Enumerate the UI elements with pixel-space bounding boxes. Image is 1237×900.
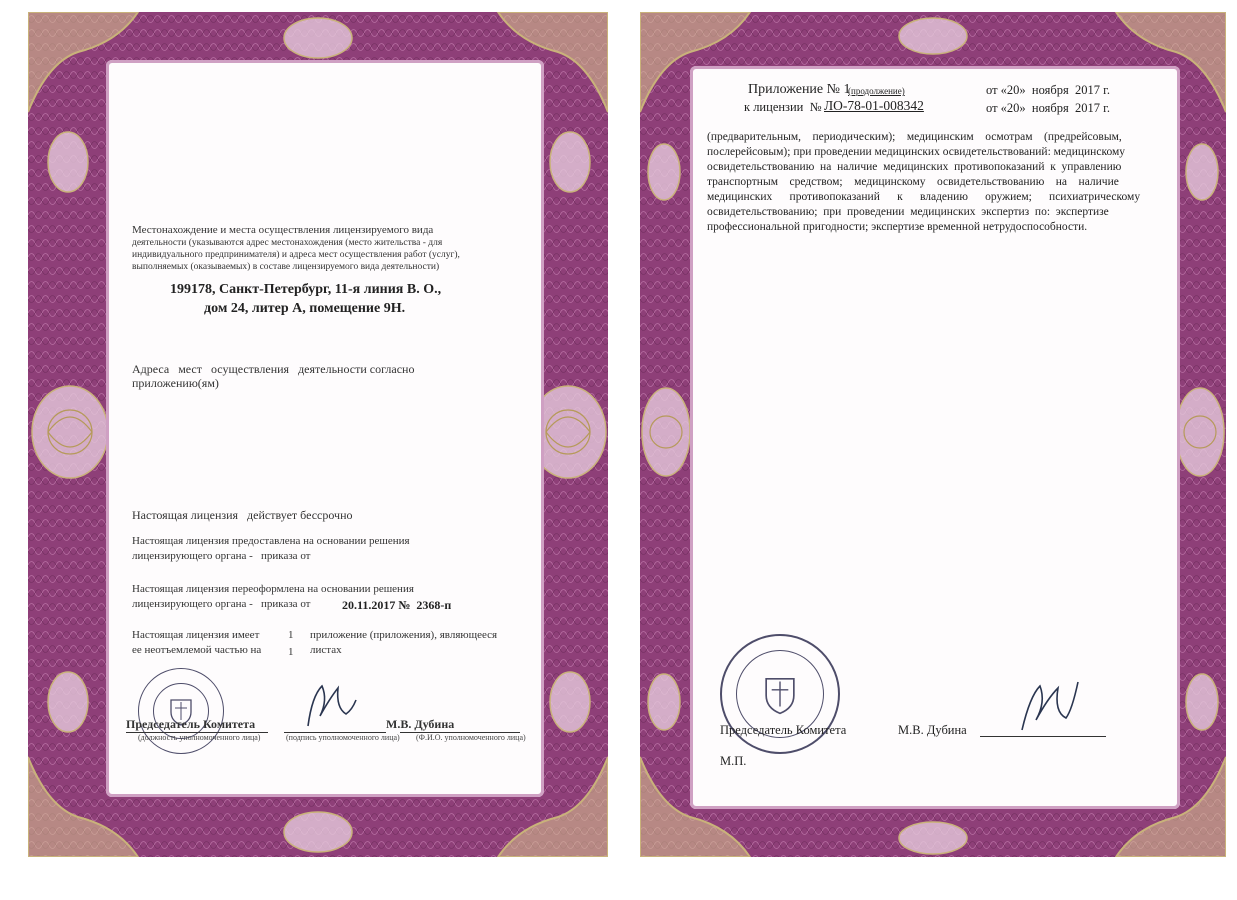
license-date: от «20» ноября 2017 г.	[986, 101, 1110, 115]
reissued-line2: лицензирующего органа - приказа от	[132, 598, 311, 610]
license-sheet-left	[28, 12, 608, 857]
signer-name: М.В. Дубина	[386, 717, 455, 731]
license-address-line1: 199178, Санкт-Петербург, 11-я линия В. О.,	[170, 282, 442, 297]
body-text-line: (предварительным, периодическим); медицинским осмотрам (предрейсовым,	[707, 131, 1122, 143]
body-text-line: послерейсовым); при проведении медицинских освидетельствований: медицинскому	[707, 146, 1126, 158]
appendix-date: от «20» ноября 2017 г.	[986, 83, 1110, 97]
location-caption-line4: выполняемых (оказываемых) в составе лицензируемого вида деятельности)	[132, 262, 440, 272]
attachment-line1a: Настоящая лицензия имеет	[132, 629, 260, 641]
fio-caption: (Ф.И.О. уполномоченного лица)	[416, 733, 526, 742]
license-address-line2: дом 24, литер А, помещение 9Н.	[204, 301, 406, 316]
license-sheet-right	[640, 12, 1226, 857]
signer-name: М.В. Дубина	[898, 723, 967, 737]
granted-line2: лицензирующего органа - приказа от	[132, 550, 311, 562]
attachment-line1b: приложение (приложения), являющееся	[310, 629, 498, 641]
reissued-order-number: 20.11.2017 № 2368-п	[342, 598, 452, 612]
body-text-line: медицинских противопоказаний к владению оружием; психиатрическому	[707, 191, 1141, 203]
attachment-count: 1	[288, 629, 294, 641]
location-caption-line1: Местонахождение и места осуществления лицензируемого вида	[132, 224, 434, 236]
position-caption: (должность уполномоченного лица)	[138, 733, 261, 742]
location-caption-line3: индивидуального предпринимателя) и адреса мест осуществления работ (услуг),	[132, 250, 460, 260]
addresses-note-line2: приложению(ям)	[132, 376, 219, 390]
location-caption-line2: деятельности (указываются адрес местонахождения (место жительства - для	[132, 238, 443, 248]
body-text-line: освидетельствованию; при проведении медицинских экспертиз по: экспертизе	[707, 206, 1109, 218]
body-text-line: транспортным средством; медицинскому освидетельствованию на наличие	[707, 176, 1119, 188]
stamp-place-mp: М.П.	[720, 754, 747, 768]
addresses-note-line1: Адреса мест осуществления деятельности согласно	[132, 362, 415, 376]
handwritten-signature	[300, 680, 360, 732]
license-number-prefix: к лицензии №	[744, 100, 822, 114]
license-number: ЛО-78-01-008342	[824, 98, 924, 113]
signer-title: Председатель Комитета	[126, 717, 256, 731]
signature-caption: (подпись уполномоченного лица)	[286, 733, 400, 742]
attachment-line2b: листах	[310, 644, 342, 656]
body-text-line: освидетельствованию на наличие медицинских противопоказаний к управлению	[707, 161, 1122, 173]
granted-line1: Настоящая лицензия предоставлена на основании решения	[132, 535, 410, 547]
body-text-line: профессиональной пригодности; экспертизе временной нетрудоспособности.	[707, 221, 1088, 233]
appendix-label: Приложение № 1	[748, 82, 851, 97]
reissued-line1: Настоящая лицензия переоформлена на основании решения	[132, 583, 414, 595]
attachment-line2a: ее неотъемлемой частью на	[132, 644, 262, 656]
signature-line	[980, 736, 1106, 737]
handwritten-signature	[1018, 674, 1082, 736]
coat-of-arms-icon	[762, 673, 798, 715]
validity-statement: Настоящая лицензия действует бессрочно	[132, 508, 353, 522]
appendix-continuation: (продолжение)	[848, 86, 905, 96]
appendix-body-text	[707, 130, 1177, 235]
attachment-sheets: 1	[288, 646, 294, 658]
signer-title: Председатель Комитета	[720, 723, 847, 737]
